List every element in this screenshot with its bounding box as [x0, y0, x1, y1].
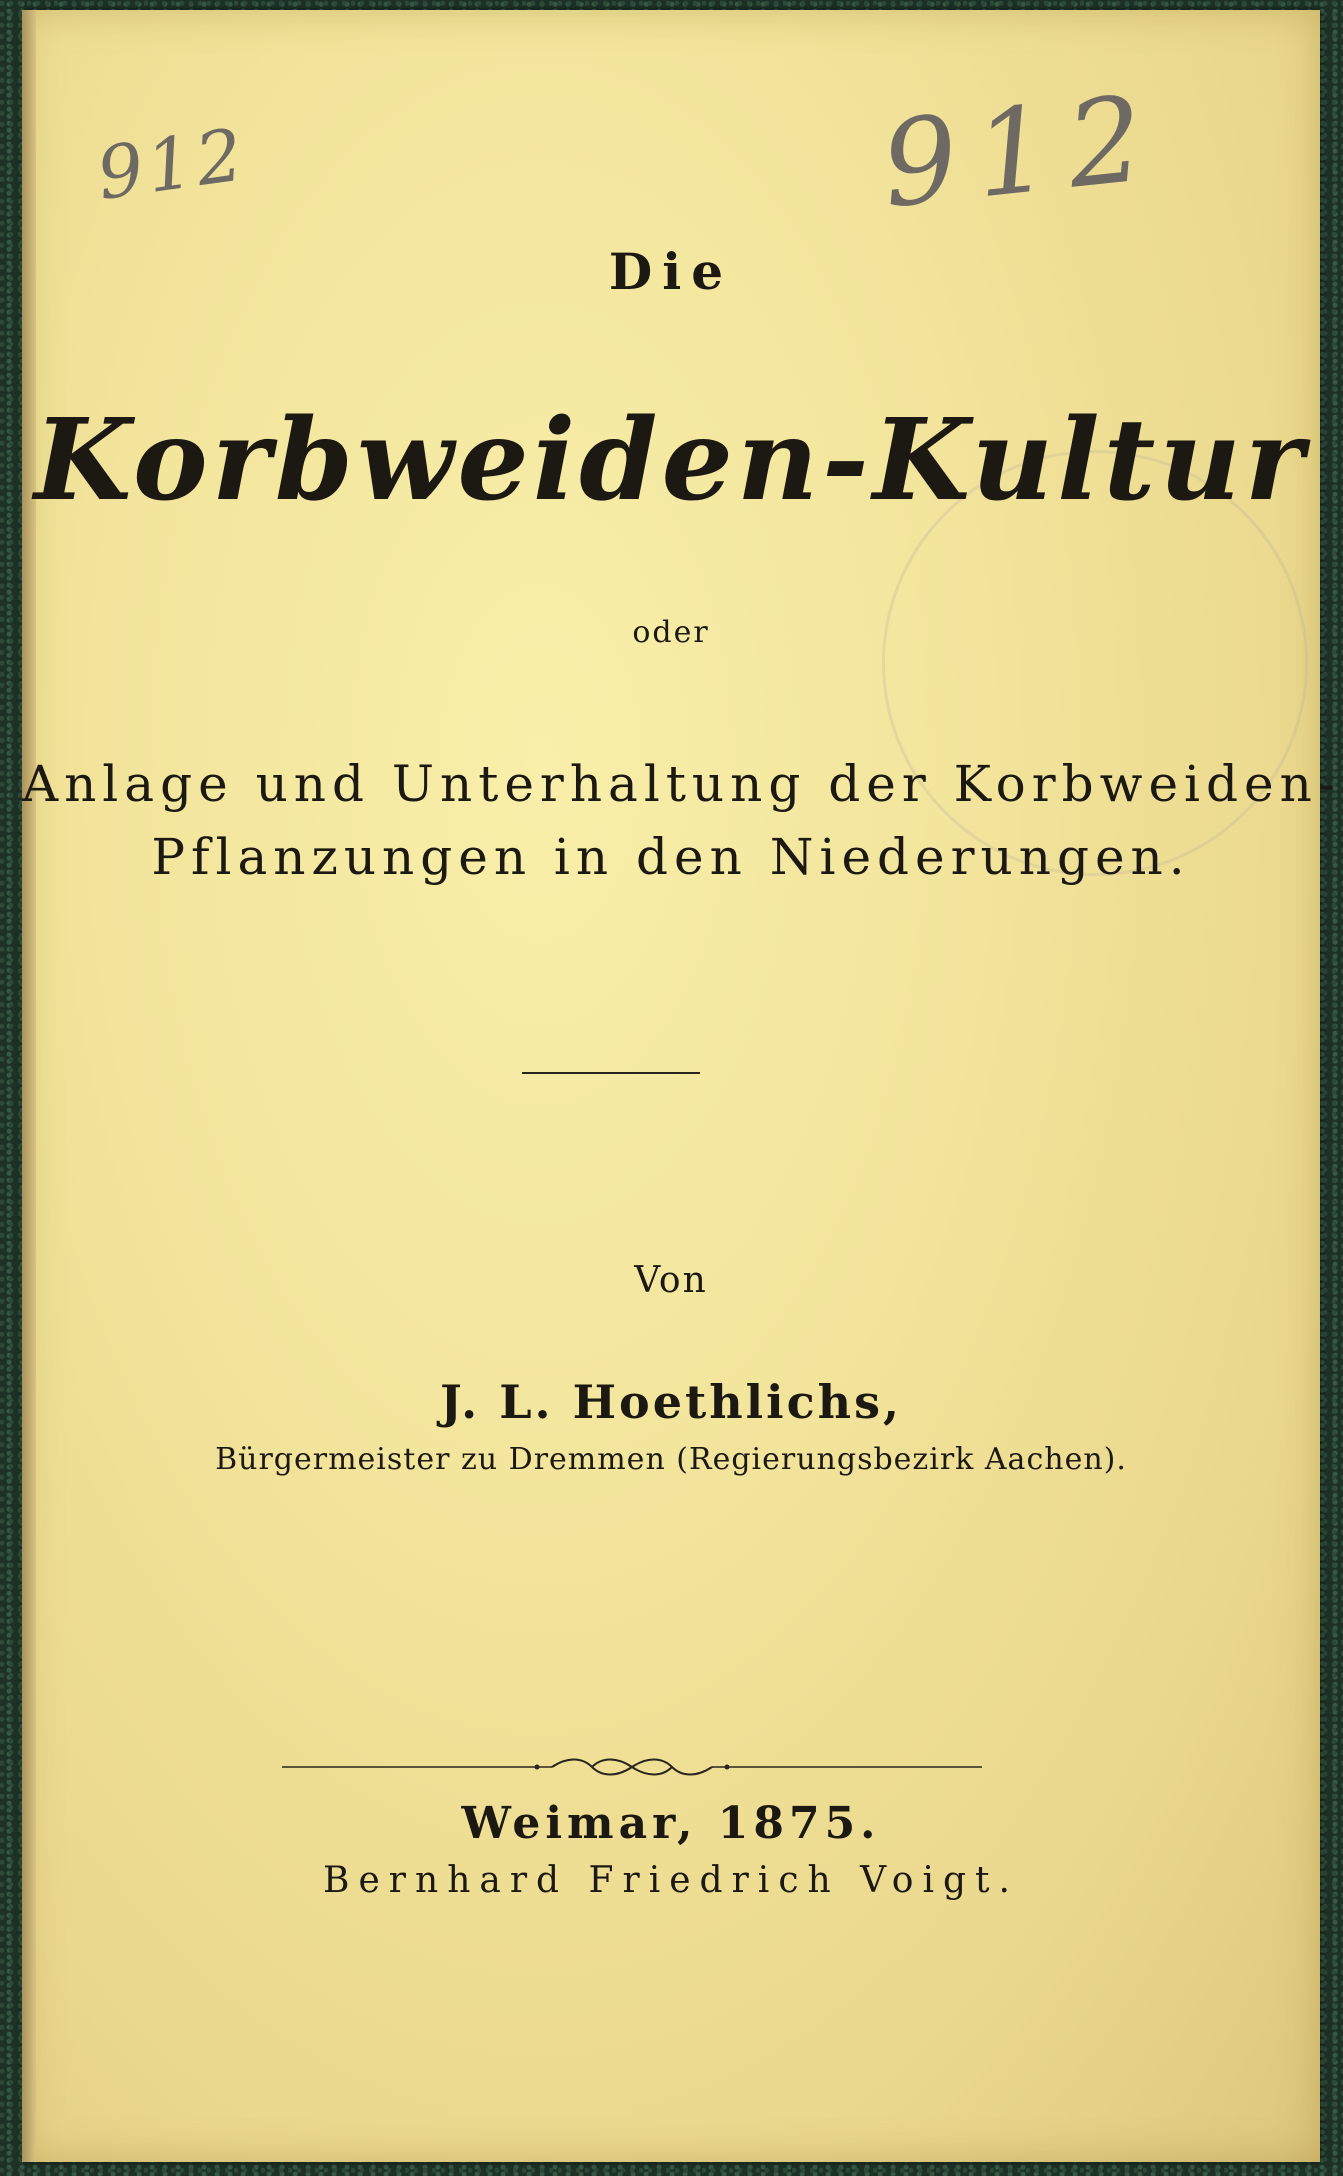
title-conjunction: oder [632, 615, 710, 650]
title-page [22, 10, 1341, 2162]
publication-place-year: Weimar, 1875. [461, 1798, 881, 1849]
divider-rule [522, 1072, 700, 1074]
subtitle-line-1: Anlage und Unterhaltung der Korbweiden- [22, 755, 1341, 813]
author-title: Bürgermeister zu Dremmen (Regierungsbezirk Aachen). [215, 1442, 1127, 1477]
ornamental-rule [282, 1752, 982, 1782]
by-line: Von [634, 1260, 708, 1301]
title-article: Die [608, 242, 734, 301]
handwritten-shelf-number-left: 912 [91, 112, 252, 216]
publisher: Bernhard Friedrich Voigt. [323, 1860, 1019, 1901]
subtitle-line-2: Pflanzungen in den Niederungen. [151, 828, 1191, 886]
book-title: Korbweiden-Kultur [34, 395, 1308, 526]
handwritten-shelf-number-right: 912 [875, 67, 1168, 235]
author-name: J. L. Hoethlichs, [439, 1375, 902, 1429]
